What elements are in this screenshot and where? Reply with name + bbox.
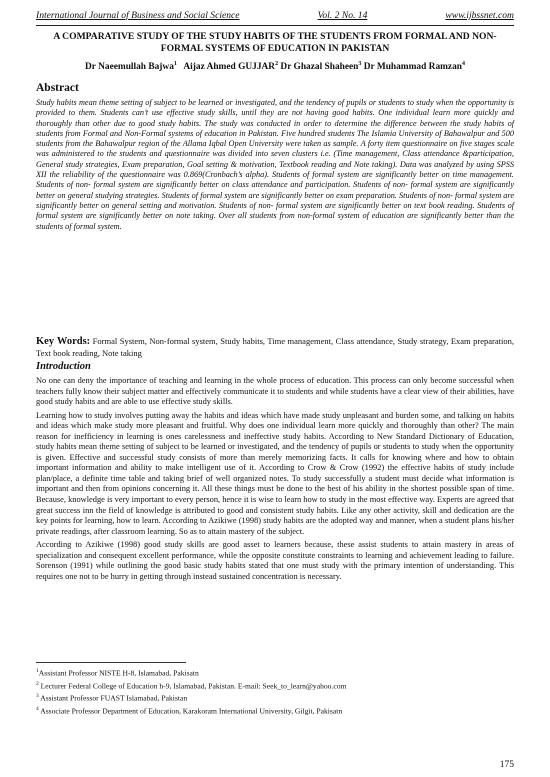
introduction-heading: Introduction (36, 361, 91, 372)
footnote-mark: 1 (36, 668, 39, 674)
footnote-mark: 2 (36, 680, 39, 687)
abstract-text: Study habits mean theme setting of subject to be learned or investigated, and the tendency of pupils or students to study when the opportunity is provided to them. Students can’t use effective study skills, until they are not having good habits. One individual learn more quickly and thoroughly than other due to good study habits. The study was conducted in order to determine the difference between the study habits of students from Formal and Non-Formal systems of education in Pakistan. Five hundred students The Islamia University of Bahawalpur and 500 students from the Bahawalpur region of the Allama Iqbal Open University were taken as sample. A forty item questionnaire on five stages scale was administered to the students and questionnaire was divided into seven clusters i.e. (Time management, Class attendance &participation, General study strategies, Exam preparation, Goal setting & motivation, Textbook reading and Note taking). Data was analyzed by using SPSS XII the reliability of the questionnaire was 0.869(Cronbach’s alpha). Students of formal system are significantly better on time management. Students of non- formal system are significantly better on class attendance and participation. Students of non- formal system are significantly better on general studying strategies. Students of formal system are significantly better on exam preparation. Students of non- formal system are significantly better on general setting and motivation. Students of non- formal system are significantly better on text book reading. Students of formal system are significantly better on note taking. Over all students from non-formal system of education are significantly better than the students of formal system. (36, 98, 514, 231)
author-mark: 3 (358, 61, 362, 67)
footnote (36, 691, 514, 704)
footnotes (36, 666, 514, 716)
paragraph: Learning how to study involves putting away the habits and ideas which have made study unpleasant and burden some, and talking on habits and ideas which make study more pleasant and fruitful. Why does one individual learn more quickly and thoroughly than other? The main reason for inefficiency in learning is ones carelessness and ineffective study habits. According to New Standard Dictionary of Education, study habits mean theme setting of subject to be learned or investigated, and the tendency of pupils or students to study when the opportunity is given. Effective and successful study consists of more than merely memorizing facts. It calls for knowing where and how to obtain important information and ability to make intelligent use of it. According to Crow & Crow (1992) the effective habits of study include plan/place, a definite time table and taking brief of well organized notes. To study successfully a student must decide what information is important and then from opinions concerning it. All these things must be done to the best of his ability in the shortest possible span of time. Because, knowledge is very important to every person, hence it is wise to learn how to study in the most effective way. Experts are agreed that great success inn the field of knowledge is attributed to good and consistent study habits. Like any other activity, skill and dedication are the key points for learning, how to learn. According to Azikiwe (1998) study habits are the adopted way and manner, when a student plans his/her private readings, after classroom learning. So as to attain mastery of the subject. (36, 410, 514, 536)
author-mark: 2 (275, 61, 279, 67)
page-number: 175 (499, 760, 514, 770)
footnote-text: Assistant Professor FUAST Islamabad, Pakistan (40, 693, 188, 703)
author-mark: 4 (462, 61, 465, 67)
footnote (36, 704, 514, 717)
footnote (36, 679, 514, 692)
author-name: Dr Ghazal Shaheen (280, 62, 359, 73)
footnote-text: Assistant Professor NISTE H-8, Islamabad, Pakisatn (38, 668, 199, 678)
paragraph: No one can deny the importance of teaching and learning in the whole process of education. This process can only become successful when teachers fully know their subject matter and effectively communicate it to students and while students have a clear view of their abilities, have good study habits and are able to use effective study skills. (36, 376, 514, 407)
author-mark: 1 (173, 61, 177, 67)
footnote-text: Associate Professor Department of Education, Karakoram International University, Gilgit, Pakisatn (40, 706, 343, 716)
running-header (36, 10, 514, 26)
paper-title: A COMPARATIVE STUDY OF THE STUDY HABITS OF THE STUDENTS FROM FORMAL AND NON-FORMAL SYSTEMS OF EDUCATION IN PAKISTAN (53, 31, 497, 54)
author-name: Dr Muhammad Ramzan (363, 62, 462, 73)
paragraph: According to Azikiwe (1998) good study skills are good asset to learners because, these assist students to attain mastery in areas of specialization and consequent excellent performance, while the opposite constitute constraints to learning and achievement leading to failure. Sorenson (1991) while outlining the good basic study habits stated that one must study with the primary intention of understanding. This requires one not to be hurry in getting through instead sustained concentration is necessary. (36, 540, 514, 581)
footnote-text: Lecturer Federal College of Education h-9, Islamabad, Pakistan. E-mail: Seek_to_learn@yahoo.com (40, 681, 347, 691)
volume-number: Vol. 2 No. 14 (317, 10, 368, 21)
footnote-divider (36, 662, 186, 663)
footnote-mark: 4 (36, 705, 39, 712)
keywords-text: Formal System, Non-formal system, Study habits, Time management, Class attendance, Study strategy, Exam preparation, Text book reading, Note taking (36, 336, 514, 358)
author-list (40, 58, 510, 73)
journal-name: International Journal of Business and Social Science (36, 10, 240, 21)
keywords-label: Key Words: (36, 336, 91, 347)
footnote-mark: 3 (36, 693, 39, 700)
introduction-body (36, 376, 514, 585)
author-name: Dr Naeemullah Bajwa (85, 62, 174, 73)
journal-url[interactable]: www.ijbssnet.com (445, 10, 514, 21)
keywords (36, 336, 514, 359)
footnote (36, 666, 514, 679)
abstract-heading: Abstract (36, 82, 79, 94)
author-name: Aijaz Ahmed GUJJAR (183, 62, 276, 73)
